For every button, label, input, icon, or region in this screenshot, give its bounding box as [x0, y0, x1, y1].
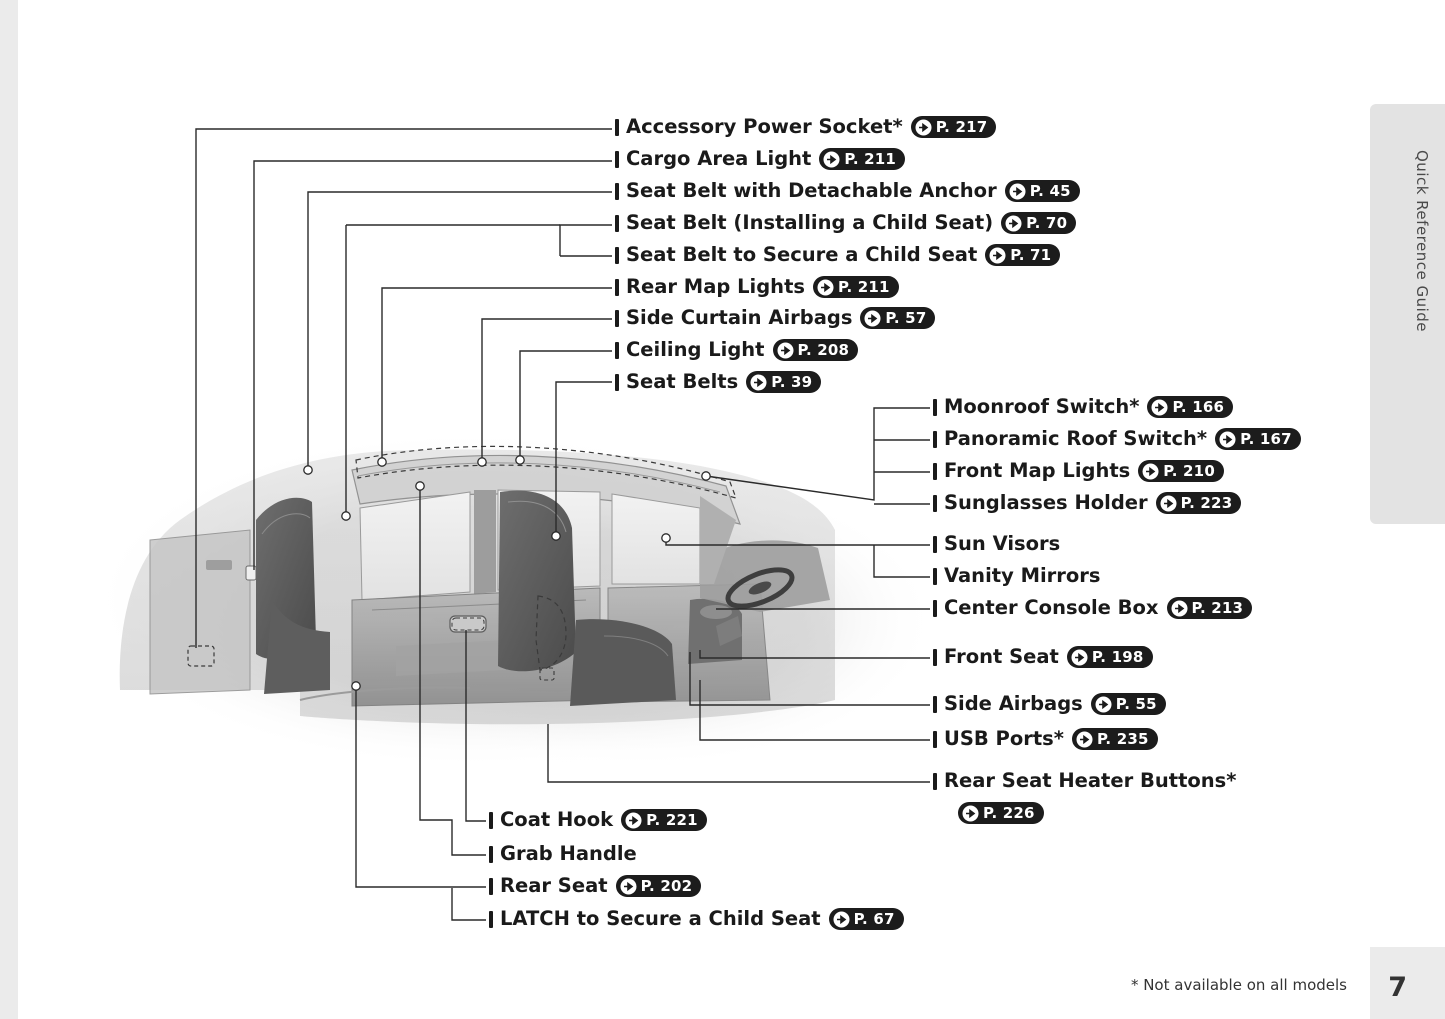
page-arrow-icon [625, 812, 642, 829]
page-arrow-icon [777, 342, 794, 359]
bullet-tick [615, 279, 619, 296]
callout-cargo-area-light [615, 148, 905, 170]
page-ref-text: P. 166 [1172, 398, 1225, 416]
page-ref-text: P. 208 [797, 341, 850, 359]
callout-ceiling-light [615, 339, 858, 361]
page-arrow-icon [962, 805, 979, 822]
page-ref-text: P. 57 [885, 309, 927, 327]
bullet-tick [489, 846, 493, 863]
bullet-tick [933, 696, 937, 713]
page-ref-text: P. 217 [935, 118, 988, 136]
page-ref-pill-rear-seat-heater[interactable] [958, 802, 1044, 824]
page-ref-pill[interactable] [1072, 728, 1158, 750]
page-ref-pill[interactable] [813, 276, 899, 298]
bullet-tick [489, 878, 493, 895]
page-arrow-icon [1071, 649, 1088, 666]
callout-center-console-box [933, 597, 1252, 619]
callout-label: Moonroof Switch* [944, 395, 1140, 418]
callout-label: Sunglasses Holder [944, 491, 1148, 514]
page-number: 7 [1388, 972, 1407, 1003]
footnote: * Not available on all models [1130, 976, 1347, 994]
callout-panoramic-roof-switch [933, 428, 1301, 450]
callout-accessory-power-socket [615, 116, 996, 138]
bullet-tick [615, 342, 619, 359]
callout-grab-handle [489, 843, 637, 865]
callout-sunglasses-holder [933, 492, 1241, 514]
page-ref-text: P. 45 [1029, 182, 1071, 200]
bullet-tick [489, 911, 493, 928]
side-tab [1370, 104, 1445, 524]
page-ref-pill[interactable] [1138, 460, 1224, 482]
page-arrow-icon [1009, 183, 1026, 200]
page-ref-pill[interactable] [773, 339, 859, 361]
callout-label: Seat Belt (Installing a Child Seat) [626, 211, 994, 234]
left-gutter [0, 0, 18, 1019]
callout-sun-visors [933, 533, 1060, 555]
bullet-tick [615, 151, 619, 168]
callout-front-map-lights [933, 460, 1224, 482]
page-arrow-icon [1171, 600, 1188, 617]
bullet-tick [933, 773, 937, 790]
page-arrow-icon [915, 119, 932, 136]
page-ref-text: P. 67 [853, 910, 895, 928]
callout-label: Front Seat [944, 645, 1059, 668]
page-ref-pill[interactable] [985, 244, 1060, 266]
callout-label: Grab Handle [500, 842, 637, 865]
callout-label: Accessory Power Socket* [626, 115, 903, 138]
page-arrow-icon [1142, 463, 1159, 480]
callout-label: Seat Belts [626, 370, 739, 393]
bullet-tick [933, 731, 937, 748]
page-arrow-icon [620, 878, 637, 895]
page-ref-text: P. 221 [646, 811, 698, 829]
callout-rear-seat [489, 875, 701, 897]
callout-label: LATCH to Secure a Child Seat [500, 907, 821, 930]
page-arrow-icon [1151, 399, 1168, 416]
bullet-tick [615, 374, 619, 391]
bullet-tick [615, 119, 619, 136]
callout-label: Rear Map Lights [626, 275, 805, 298]
side-tab-label: Quick Reference Guide [1413, 150, 1431, 333]
page-arrow-icon [1095, 696, 1112, 713]
bullet-tick [615, 310, 619, 327]
callout-label: Front Map Lights [944, 459, 1131, 482]
page-ref-pill[interactable] [746, 371, 821, 393]
callout-label: Coat Hook [500, 808, 614, 831]
callout-label: Vanity Mirrors [944, 564, 1101, 587]
callout-usb-ports [933, 728, 1158, 750]
page-arrow-icon [1160, 495, 1177, 512]
page-ref-pill[interactable] [616, 875, 702, 897]
callout-moonroof-switch [933, 396, 1233, 418]
page-ref-text: P. 167 [1240, 430, 1292, 448]
page-arrow-icon [1219, 431, 1236, 448]
callout-label: Rear Seat Heater Buttons* [944, 769, 1237, 792]
page-arrow-icon [823, 151, 840, 168]
page-ref-pill[interactable] [1001, 212, 1076, 234]
callout-coat-hook [489, 809, 707, 831]
callout-rear-seat-heater-buttons [933, 770, 1236, 792]
page-ref-pill[interactable] [819, 148, 905, 170]
page-ref-text: P. 198 [1091, 648, 1144, 666]
bullet-tick [933, 568, 937, 585]
page-ref-pill[interactable] [1215, 428, 1301, 450]
page-ref-text: P. 211 [838, 278, 890, 296]
bullet-tick [933, 495, 937, 512]
callout-label: Rear Seat [500, 874, 608, 897]
bullet-tick [933, 649, 937, 666]
page-ref-text: P. 39 [771, 373, 813, 391]
callout-seat-belt-installing-child-seat [615, 212, 1076, 234]
page-ref-text: P. 223 [1180, 494, 1233, 512]
page-ref-text: P. 213 [1191, 599, 1244, 617]
page-ref-pill[interactable] [621, 809, 707, 831]
callout-label: Side Airbags [944, 692, 1083, 715]
bullet-tick [933, 536, 937, 553]
page-ref-text: P. 235 [1096, 730, 1149, 748]
page-ref-text: P. 211 [844, 150, 897, 168]
callout-label: Center Console Box [944, 596, 1159, 619]
page-arrow-icon [989, 247, 1006, 264]
page-ref-text: P. 210 [1163, 462, 1215, 480]
bullet-tick [933, 399, 937, 416]
callout-label: Panoramic Roof Switch* [944, 427, 1208, 450]
callout-side-curtain-airbags [615, 307, 935, 329]
page-ref-text: P. 226 [983, 804, 1035, 822]
callout-side-airbags [933, 693, 1166, 715]
callout-label: Side Curtain Airbags [626, 306, 853, 329]
callout-label: Seat Belt with Detachable Anchor [626, 179, 997, 202]
page-ref-pill[interactable] [1147, 396, 1233, 418]
bullet-tick [615, 183, 619, 200]
bullet-tick [933, 600, 937, 617]
callout-label: Seat Belt to Secure a Child Seat [626, 243, 978, 266]
bullet-tick [489, 812, 493, 829]
callout-label: USB Ports* [944, 727, 1064, 750]
page-ref-pill[interactable] [911, 116, 997, 138]
bullet-tick [615, 247, 619, 264]
callout-front-seat [933, 646, 1153, 668]
page-ref-pill[interactable] [1067, 646, 1153, 668]
page-ref-pill[interactable] [1156, 492, 1242, 514]
callout-seat-belt-detachable-anchor [615, 180, 1080, 202]
bullet-tick [933, 431, 937, 448]
callout-seat-belts [615, 371, 821, 393]
callout-label: Ceiling Light [626, 338, 765, 361]
page-ref-pill[interactable] [1167, 597, 1253, 619]
bullet-tick [615, 215, 619, 232]
page-ref-pill[interactable] [829, 908, 904, 930]
page-ref-text: P. 202 [640, 877, 693, 895]
page-arrow-icon [750, 374, 767, 391]
callout-label: Sun Visors [944, 532, 1061, 555]
page-ref-text: P. 55 [1115, 695, 1157, 713]
callout-vanity-mirrors [933, 565, 1101, 587]
bullet-tick [933, 463, 937, 480]
page-arrow-icon [1005, 215, 1022, 232]
callout-rear-map-lights [615, 276, 899, 298]
page-ref-text: P. 70 [1026, 214, 1068, 232]
page-arrow-icon [817, 279, 834, 296]
page-ref-pill[interactable] [1091, 693, 1166, 715]
page-ref-pill[interactable] [860, 307, 935, 329]
callout-seat-belt-secure-child-seat [615, 244, 1060, 266]
callout-label: Cargo Area Light [626, 147, 812, 170]
page-ref-pill[interactable] [1005, 180, 1080, 202]
page-arrow-icon [833, 911, 850, 928]
page-ref-text: P. 71 [1010, 246, 1052, 264]
page-arrow-icon [1076, 731, 1093, 748]
page-arrow-icon [864, 310, 881, 327]
callout-latch-secure-child-seat [489, 908, 904, 930]
